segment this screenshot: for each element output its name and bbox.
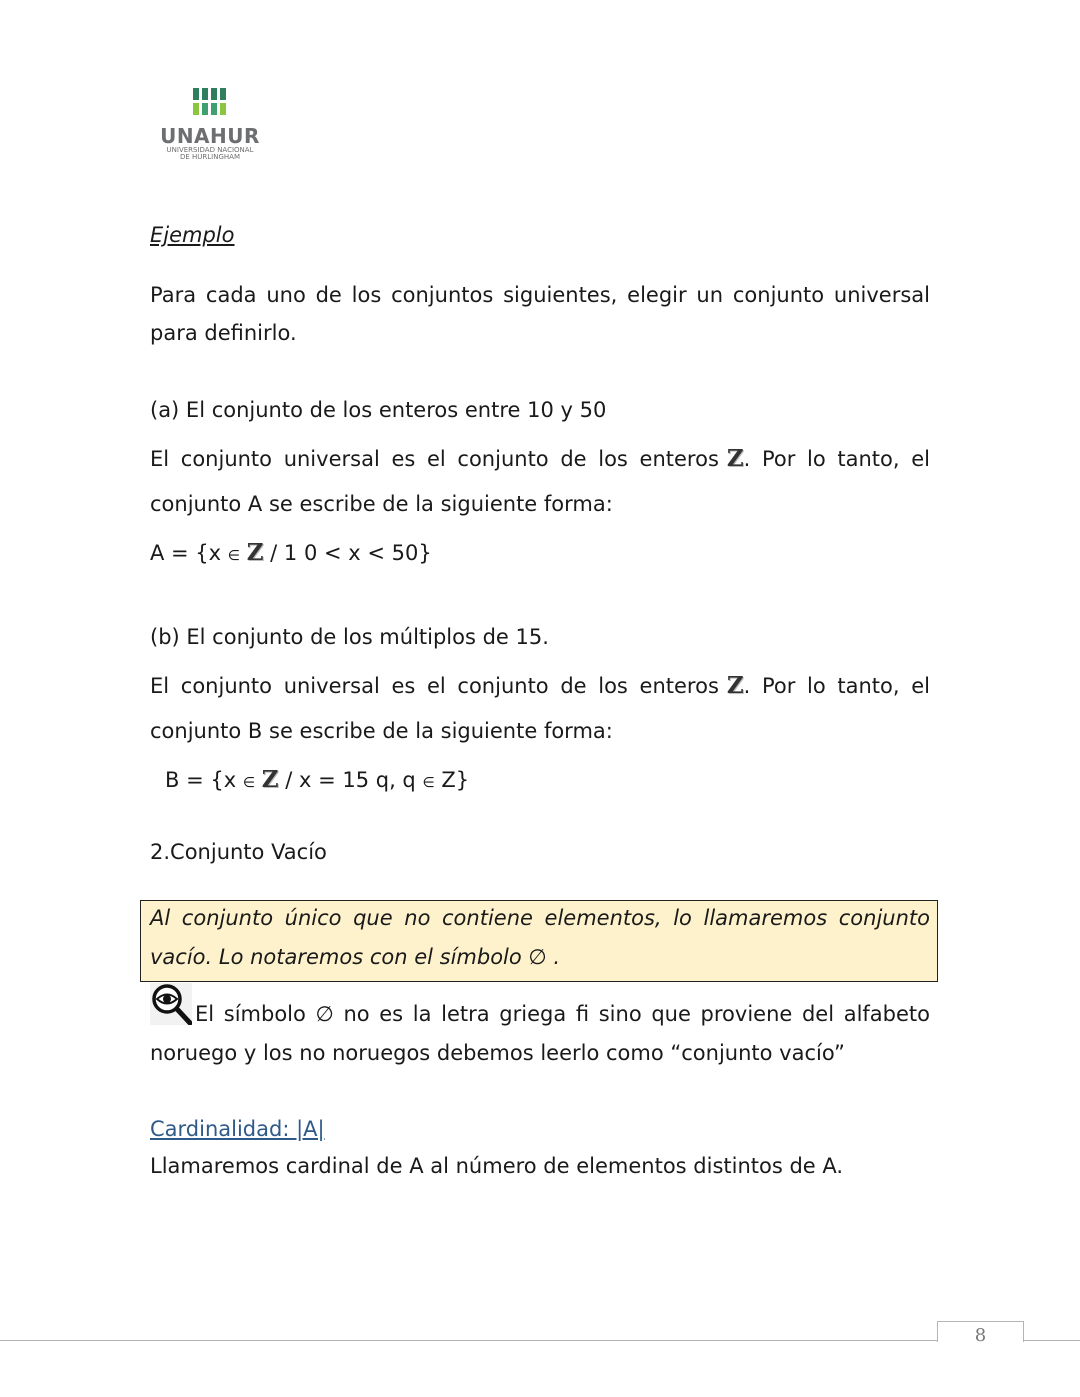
part-b-text-line-1 [150, 673, 930, 699]
definition-box [140, 900, 938, 982]
note-line-2: noruego y los no noruegos debemos leerlo como “conjunto vacío” [150, 1041, 845, 1065]
page-number: 8 [974, 1325, 987, 1346]
integers-symbol: Z [261, 766, 279, 793]
integers-symbol: Z [726, 445, 744, 472]
part-b-text-post-group [727, 673, 930, 699]
part-b-text-line-2: conjunto B se escribe de la siguiente forma: [150, 719, 613, 743]
part-a-title: (a) El conjunto de los enteros entre 10 y 50 [150, 398, 607, 422]
part-a-text-line-2: conjunto A se escribe de la siguiente forma: [150, 492, 613, 516]
logo-wordmark: UNAHUR [160, 124, 260, 148]
part-b-text-pre: El conjunto universal es el conjunto de los enteros [150, 674, 719, 698]
example-heading: Ejemplo [150, 223, 235, 247]
formula-a-end: / 1 0 < x < 50} [270, 541, 432, 565]
footer-divider [0, 1340, 1080, 1341]
formula-a-start: A = {x [150, 541, 222, 565]
integers-symbol: Z [726, 672, 744, 699]
part-a-text-post-group [727, 446, 930, 472]
cardinality-text: Llamaremos cardinal de A al número de elementos distintos de A. [150, 1154, 844, 1178]
formula-b-start: B = {x [165, 768, 237, 792]
formula-b-end: Z} [441, 768, 470, 792]
element-of-symbol: ∈ [242, 775, 256, 791]
definition-line-1: Al conjunto único que no contiene elementos, lo llamaremos conjunto [150, 906, 930, 930]
part-b-formula [165, 767, 945, 796]
element-of-symbol: ∈ [422, 775, 435, 791]
part-b-text-post: . Por lo tanto, el [743, 674, 930, 698]
part-a-text-pre: El conjunto universal es el conjunto de los enteros [150, 447, 719, 471]
note-line-1: El símbolo ∅ no es la letra griega fi sino que proviene del alfabeto [195, 1002, 930, 1026]
cardinality-link[interactable]: Cardinalidad: |A| [150, 1117, 325, 1141]
logo-subtitle-line1: UNIVERSIDAD NACIONAL [166, 146, 254, 154]
definition-line-2: vacío. Lo notaremos con el símbolo ∅ . [150, 945, 561, 969]
intro-line-2: para definirlo. [150, 321, 297, 345]
part-a-text-line-1 [150, 446, 930, 472]
element-of-symbol: ∈ [227, 548, 240, 564]
part-b-title: (b) El conjunto de los múltiplos de 15. [150, 625, 549, 649]
part-a-text-post: . Por lo tanto, el [743, 447, 930, 471]
formula-b-middle: / x = 15 q, q [285, 768, 416, 792]
section-heading: 2.Conjunto Vacío [150, 840, 327, 864]
intro-line-1: Para cada uno de los conjuntos siguientes, elegir un conjunto universal [150, 283, 930, 307]
logo-subtitle-line2: DE HURLINGHAM [179, 153, 240, 161]
unahur-logo [160, 86, 260, 166]
magnifier-eye-icon [150, 983, 192, 1025]
part-a-formula [150, 540, 930, 569]
integers-symbol: Z [246, 539, 264, 566]
logo-mark-icon [193, 88, 227, 118]
